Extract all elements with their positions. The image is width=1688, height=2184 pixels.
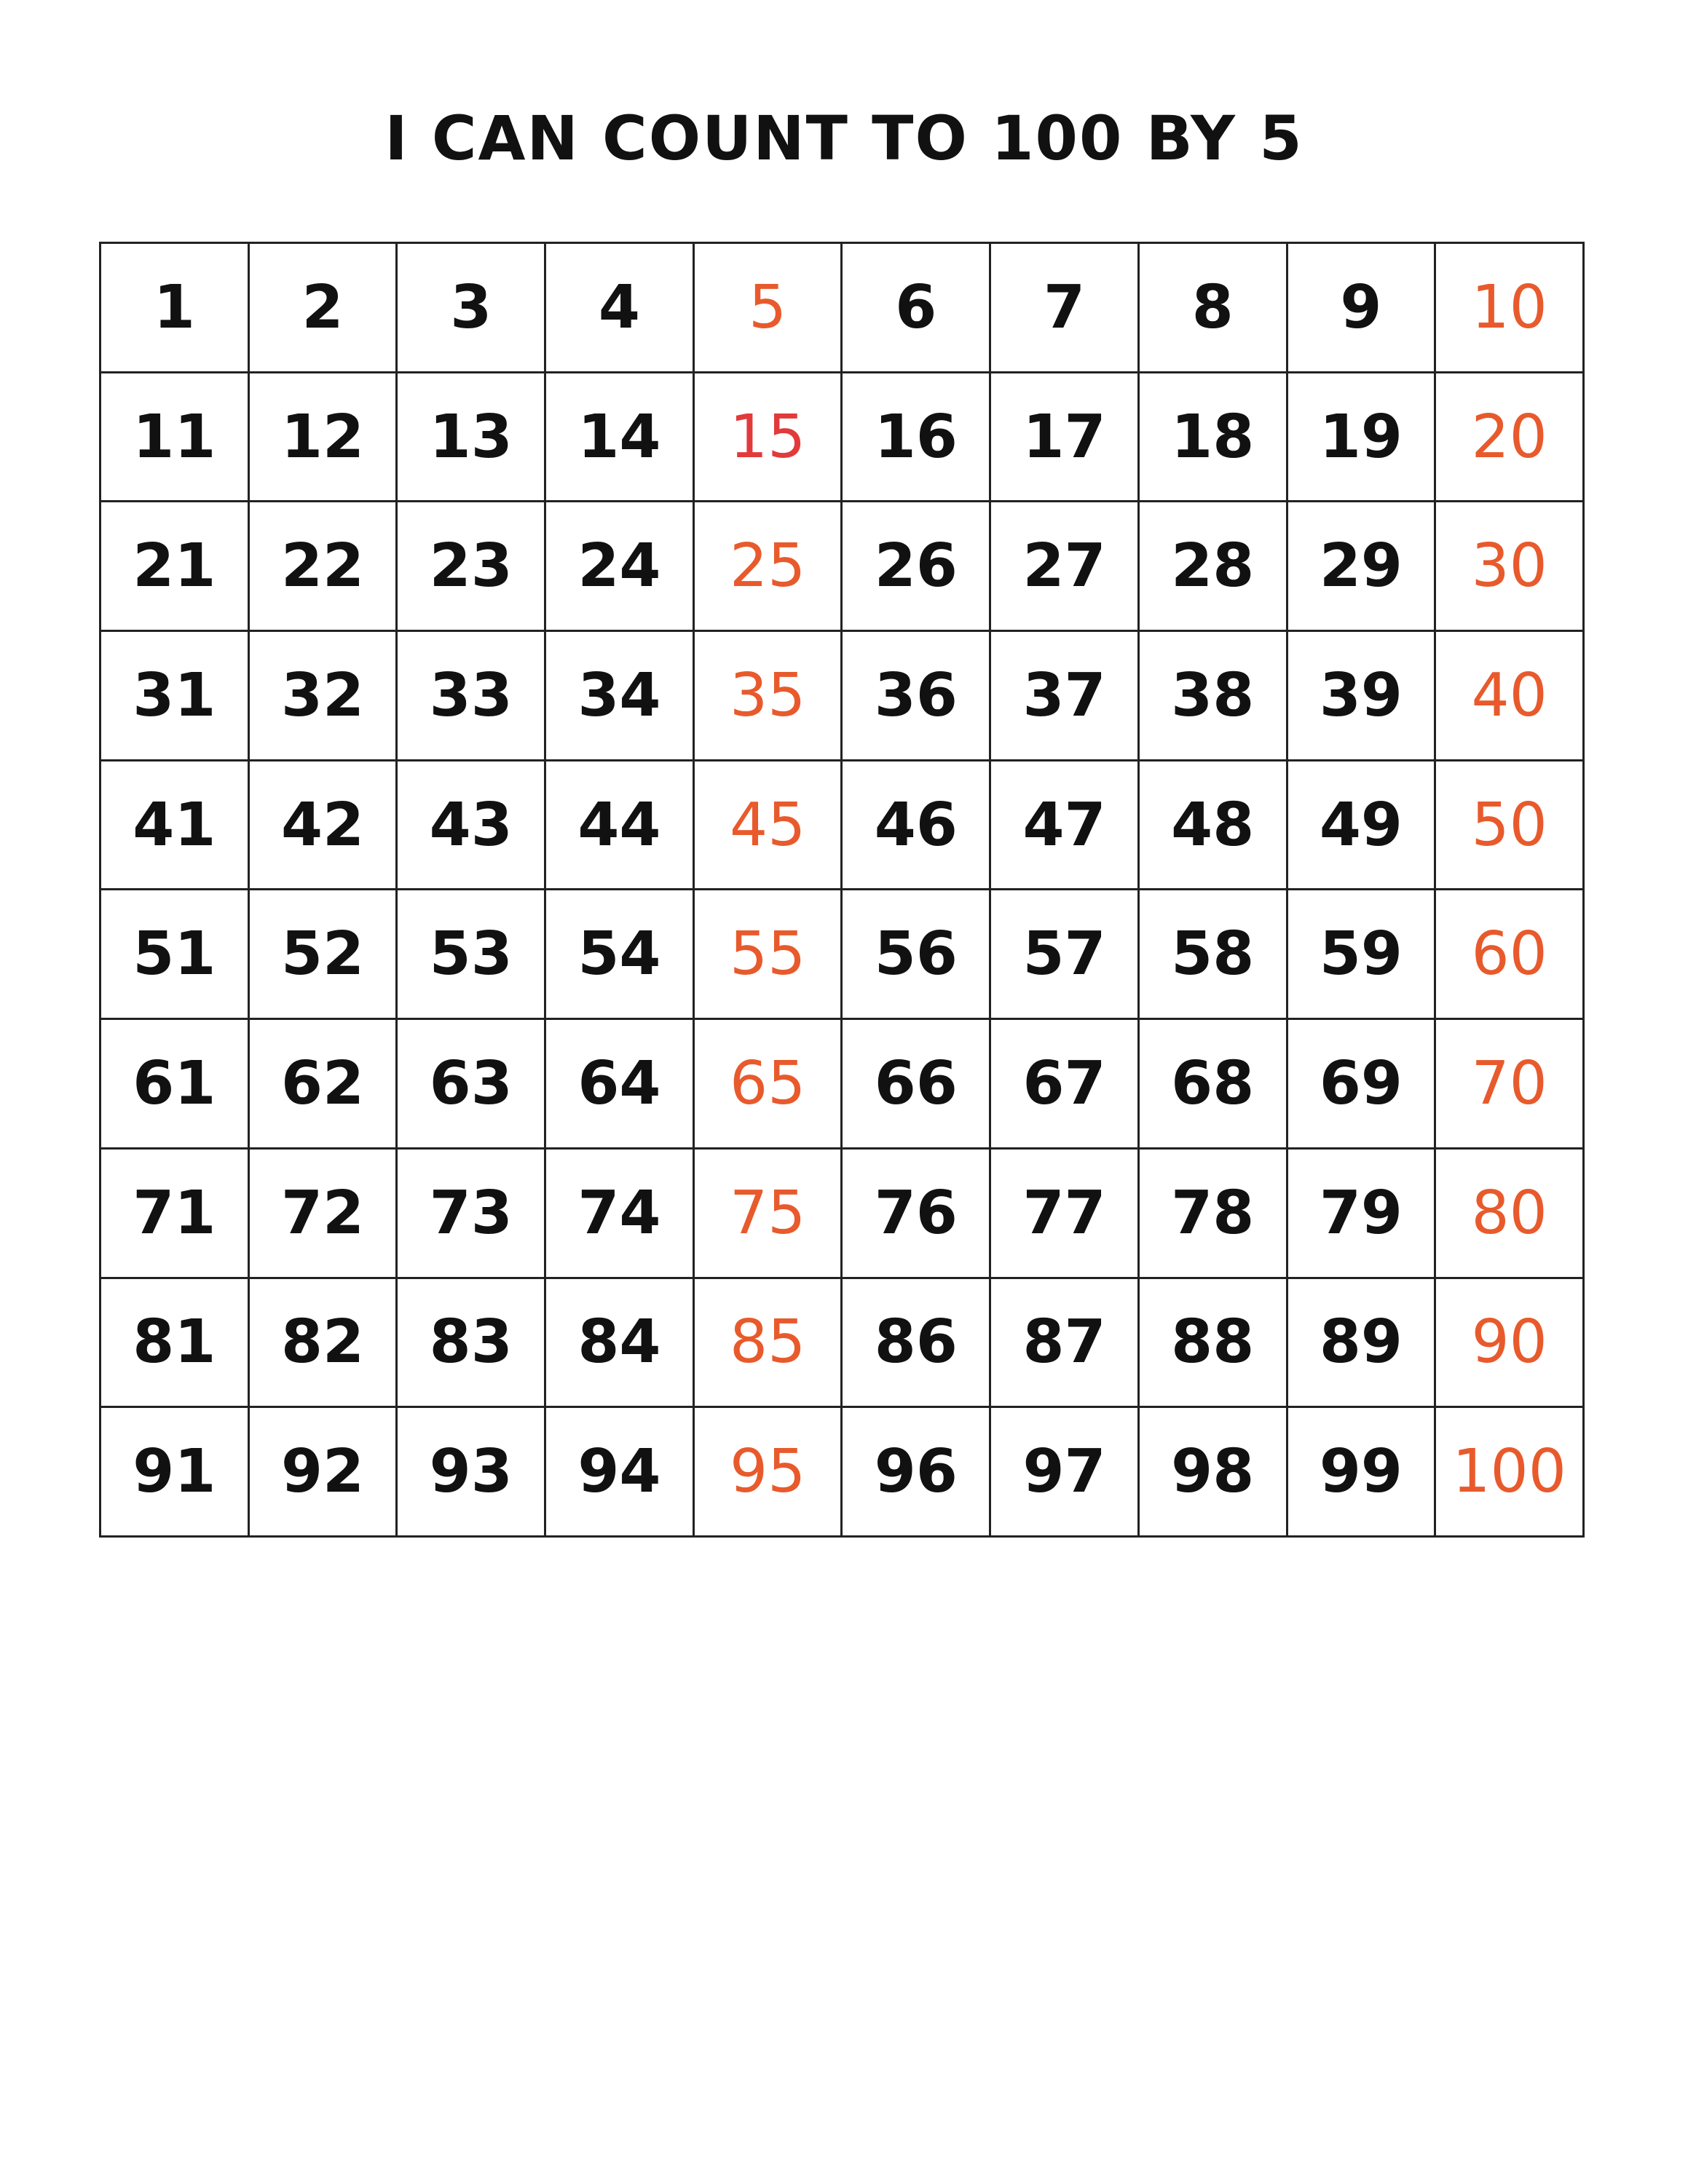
- number-cell: 45: [695, 761, 843, 891]
- number-cell: 68: [1140, 1020, 1288, 1150]
- number-cell: 80: [1436, 1150, 1585, 1279]
- number-cell: 49: [1288, 761, 1437, 891]
- number-cell: 10: [1436, 244, 1585, 373]
- number-cell: 30: [1436, 502, 1585, 632]
- number-cell: 81: [101, 1279, 250, 1409]
- number-cell: 3: [398, 244, 546, 373]
- number-cell: 73: [398, 1150, 546, 1279]
- number-cell: 35: [695, 632, 843, 761]
- number-cell: 88: [1140, 1279, 1288, 1409]
- number-cell: 86: [843, 1279, 991, 1409]
- number-cell: 54: [546, 890, 695, 1020]
- number-cell: 8: [1140, 244, 1288, 373]
- number-cell: 60: [1436, 890, 1585, 1020]
- number-cell: 71: [101, 1150, 250, 1279]
- number-cell: 31: [101, 632, 250, 761]
- number-cell: 20: [1436, 373, 1585, 503]
- number-cell: 16: [843, 373, 991, 503]
- number-cell: 69: [1288, 1020, 1437, 1150]
- number-cell: 84: [546, 1279, 695, 1409]
- number-cell: 18: [1140, 373, 1288, 503]
- page-title: I CAN COUNT TO 100 BY 5: [384, 103, 1304, 174]
- number-cell: 5: [695, 244, 843, 373]
- number-cell: 24: [546, 502, 695, 632]
- number-cell: 42: [250, 761, 398, 891]
- number-cell: 97: [991, 1408, 1140, 1538]
- number-cell: 91: [101, 1408, 250, 1538]
- number-cell: 67: [991, 1020, 1140, 1150]
- number-cell: 23: [398, 502, 546, 632]
- number-cell: 36: [843, 632, 991, 761]
- number-cell: 4: [546, 244, 695, 373]
- hundreds-chart: [99, 242, 1585, 1538]
- number-cell: 95: [695, 1408, 843, 1538]
- number-cell: 98: [1140, 1408, 1288, 1538]
- number-cell: 62: [250, 1020, 398, 1150]
- number-cell: 46: [843, 761, 991, 891]
- number-cell: 85: [695, 1279, 843, 1409]
- number-cell: 19: [1288, 373, 1437, 503]
- number-cell: 90: [1436, 1279, 1585, 1409]
- number-cell: 48: [1140, 761, 1288, 891]
- number-cell: 32: [250, 632, 398, 761]
- number-cell: 53: [398, 890, 546, 1020]
- number-cell: 1: [101, 244, 250, 373]
- number-cell: 17: [991, 373, 1140, 503]
- number-cell: 82: [250, 1279, 398, 1409]
- number-cell: 11: [101, 373, 250, 503]
- number-cell: 78: [1140, 1150, 1288, 1279]
- number-cell: 33: [398, 632, 546, 761]
- number-cell: 64: [546, 1020, 695, 1150]
- number-cell: 92: [250, 1408, 398, 1538]
- number-cell: 26: [843, 502, 991, 632]
- number-cell: 99: [1288, 1408, 1437, 1538]
- number-cell: 59: [1288, 890, 1437, 1020]
- number-cell: 72: [250, 1150, 398, 1279]
- number-cell: 50: [1436, 761, 1585, 891]
- number-cell: 76: [843, 1150, 991, 1279]
- number-cell: 43: [398, 761, 546, 891]
- number-cell: 52: [250, 890, 398, 1020]
- number-cell: 28: [1140, 502, 1288, 632]
- number-cell: 2: [250, 244, 398, 373]
- number-cell: 29: [1288, 502, 1437, 632]
- number-cell: 77: [991, 1150, 1140, 1279]
- number-cell: 55: [695, 890, 843, 1020]
- number-cell: 66: [843, 1020, 991, 1150]
- number-cell: 100: [1436, 1408, 1585, 1538]
- number-cell: 61: [101, 1020, 250, 1150]
- number-cell: 41: [101, 761, 250, 891]
- number-cell: 21: [101, 502, 250, 632]
- number-cell: 7: [991, 244, 1140, 373]
- number-cell: 37: [991, 632, 1140, 761]
- number-cell: 40: [1436, 632, 1585, 761]
- number-cell: 56: [843, 890, 991, 1020]
- number-cell: 15: [695, 373, 843, 503]
- number-cell: 87: [991, 1279, 1140, 1409]
- number-cell: 96: [843, 1408, 991, 1538]
- number-cell: 74: [546, 1150, 695, 1279]
- number-cell: 44: [546, 761, 695, 891]
- number-cell: 70: [1436, 1020, 1585, 1150]
- number-cell: 22: [250, 502, 398, 632]
- number-cell: 57: [991, 890, 1140, 1020]
- number-cell: 39: [1288, 632, 1437, 761]
- number-cell: 75: [695, 1150, 843, 1279]
- number-cell: 79: [1288, 1150, 1437, 1279]
- number-cell: 58: [1140, 890, 1288, 1020]
- number-cell: 47: [991, 761, 1140, 891]
- number-cell: 12: [250, 373, 398, 503]
- number-cell: 34: [546, 632, 695, 761]
- number-cell: 9: [1288, 244, 1437, 373]
- number-cell: 25: [695, 502, 843, 632]
- number-cell: 27: [991, 502, 1140, 632]
- number-cell: 89: [1288, 1279, 1437, 1409]
- number-cell: 93: [398, 1408, 546, 1538]
- number-cell: 14: [546, 373, 695, 503]
- number-cell: 63: [398, 1020, 546, 1150]
- number-cell: 38: [1140, 632, 1288, 761]
- number-cell: 65: [695, 1020, 843, 1150]
- number-cell: 6: [843, 244, 991, 373]
- number-cell: 94: [546, 1408, 695, 1538]
- number-cell: 51: [101, 890, 250, 1020]
- number-cell: 13: [398, 373, 546, 503]
- number-cell: 83: [398, 1279, 546, 1409]
